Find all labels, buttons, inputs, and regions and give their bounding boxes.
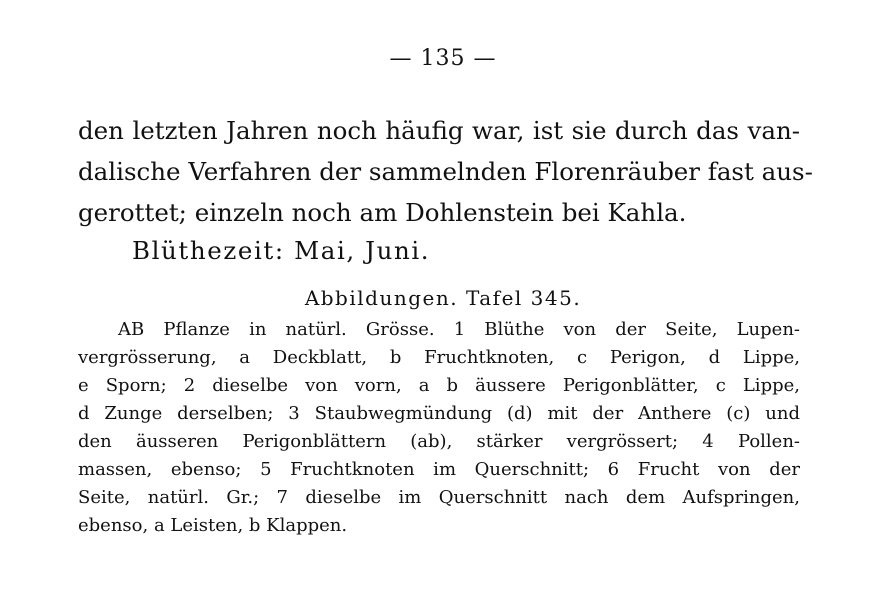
figure-caption-line-4: d Zunge derselben; 3 Staubwegmündung (d) mit der Anthere (c) und (78, 403, 800, 424)
figure-caption-line-1: AB Pflanze in natürl. Grösse. 1 Blüthe von der Seite, Lupen- (118, 319, 800, 340)
body-text-line-2: dalische Verfahren der sammelnden Florenräuber fast aus- (78, 157, 813, 186)
body-text-line-3: gerottet; einzeln noch am Dohlenstein bei Kahla. (78, 198, 687, 227)
figures-heading: Abbildungen. Tafel 345. (304, 286, 582, 310)
figure-caption-line-7: Seite, natürl. Gr.; 7 dieselbe im Querschnitt nach dem Aufspringen, (78, 487, 800, 508)
figure-caption-line-2: vergrösserung, a Deckblatt, b Fruchtknoten, c Perigon, d Lippe, (78, 347, 800, 368)
page-number: — 135 — (389, 46, 497, 71)
flowering-time: Blüthezeit: Mai, Juni. (132, 236, 431, 265)
figure-caption-line-5: den äusseren Perigonblättern (ab), stärker vergrössert; 4 Pollen- (78, 431, 800, 452)
figure-caption-line-3: e Sporn; 2 dieselbe von vorn, a b äussere Perigonblätter, c Lippe, (78, 375, 800, 396)
figure-caption-line-8: ebenso, a Leisten, b Klappen. (78, 515, 348, 536)
body-text-line-1: den letzten Jahren noch häufig war, ist sie durch das van- (78, 116, 800, 145)
figure-caption-line-6: massen, ebenso; 5 Fruchtknoten im Querschnitt; 6 Frucht von der (78, 459, 800, 480)
